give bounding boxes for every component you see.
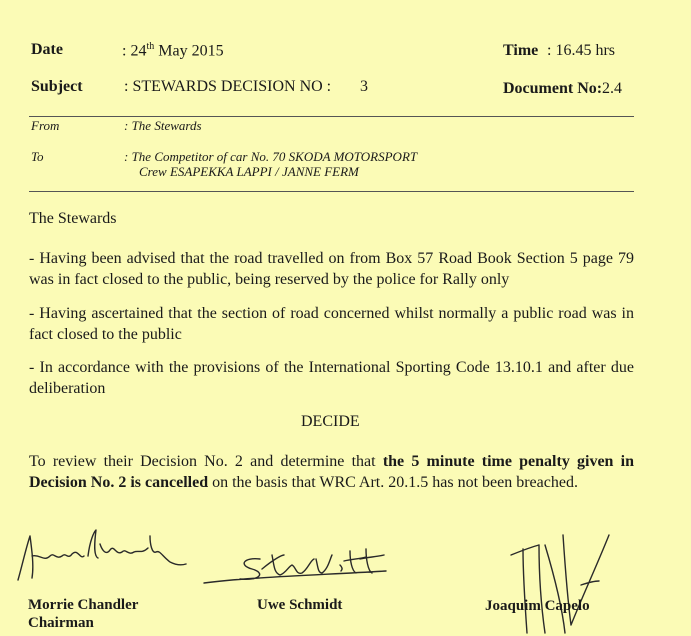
signatory-name-schmidt: Uwe Schmidt — [257, 597, 343, 613]
paragraph-1: - Having been advised that the road travelled on from Box 57 Road Book Section 5 page 79 was in fact closed to the public, being reserved by the police for Rally only — [29, 250, 634, 288]
paragraph-2: - Having ascertained that the section of road concerned whilst normally a public road was in fact closed to the public — [29, 305, 634, 343]
chandler-signature — [10, 526, 190, 586]
signatory-name-capelo: Joaquim Capelo — [485, 598, 590, 614]
time-value: : 16.45 hrs — [547, 42, 615, 59]
signatory-name-chandler: Morrie Chandler — [28, 597, 139, 613]
from-value: : The Stewards — [124, 118, 202, 133]
signatory-title-chandler: Chairman — [28, 615, 94, 631]
date-label: Date — [31, 41, 63, 58]
schmidt-signature — [200, 545, 390, 590]
capelo-signature — [505, 525, 615, 636]
date-value: : 24th May 2015 — [122, 41, 224, 60]
from-label: From — [31, 118, 60, 133]
subject-number: 3 — [360, 78, 368, 95]
routing-divider — [29, 191, 634, 192]
document-label: Document No: — [503, 80, 603, 97]
document-value: 2.4 — [602, 80, 622, 97]
to-value-line2: Crew ESAPEKKA LAPPI / JANNE FERM — [139, 164, 359, 179]
subject-value: : STEWARDS DECISION NO : — [124, 78, 332, 95]
to-label: To — [31, 149, 44, 164]
paragraph-3: - In accordance with the provisions of the International Sporting Code 13.10.1 and after due deliberation — [29, 359, 634, 397]
header-divider — [29, 116, 634, 117]
time-label: Time — [503, 42, 539, 59]
decision-paragraph: To review their Decision No. 2 and determine that the 5 minute time penalty given in Decision No. 2 is cancelled on the basis that WRC Art. 20.1.5 has not been breached. — [29, 453, 635, 491]
decide-heading: DECIDE — [301, 413, 360, 430]
intro-text: The Stewards — [29, 210, 117, 227]
to-value-line1: : The Competitor of car No. 70 SKODA MOTORSPORT — [124, 149, 418, 164]
subject-label: Subject — [31, 78, 83, 95]
